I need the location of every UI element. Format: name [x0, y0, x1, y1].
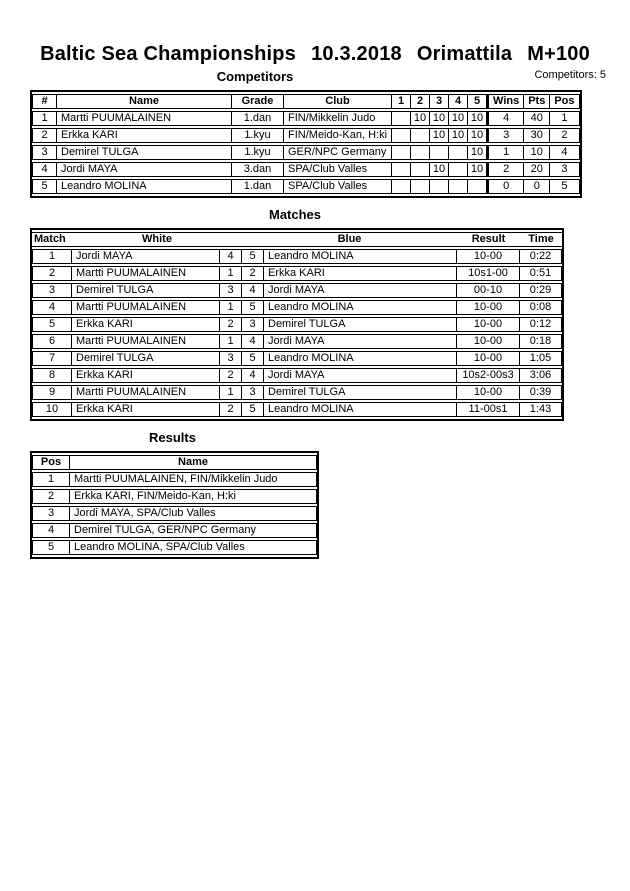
competitor-pts: 10 — [524, 145, 550, 160]
competitor-round-3-score: 10 — [430, 111, 449, 126]
title-category: M+100 — [527, 43, 590, 65]
title-location: Orimattila — [416, 43, 513, 65]
competitor-round-1-score — [392, 111, 411, 126]
match-row — [32, 266, 562, 281]
match-time: 0:51 — [520, 266, 562, 281]
competitor-name: Jordi MAYA — [57, 162, 232, 177]
match-white-name: Martti PUUMALAINEN — [72, 300, 220, 315]
competitor-wins: 1 — [487, 145, 524, 160]
match-time: 0:08 — [520, 300, 562, 315]
competitor-pos: 4 — [550, 145, 579, 160]
competitor-number: 3 — [32, 145, 57, 160]
matches-header-row — [32, 232, 562, 247]
match-blue-competitor-number: 4 — [242, 334, 264, 349]
result-name: Erkka KARI, FIN/Meido-Kan, H:ki — [70, 489, 317, 504]
result-row — [32, 540, 317, 555]
competitor-round-1-score — [392, 162, 411, 177]
competitor-round-3-score: 10 — [430, 162, 449, 177]
match-time: 0:18 — [520, 334, 562, 349]
competitor-club: FIN/Meido-Kan, H:ki — [284, 128, 392, 143]
title-event: Baltic Sea Championships — [40, 43, 297, 65]
match-white-competitor-number: 1 — [220, 300, 242, 315]
competitors-table — [30, 90, 582, 198]
matches-header — [32, 232, 562, 247]
match-time: 1:43 — [520, 402, 562, 417]
page-title — [0, 43, 630, 66]
competitors-body — [32, 111, 580, 194]
match-blue-competitor-number: 5 — [242, 402, 264, 417]
competitor-wins: 0 — [487, 179, 524, 194]
col-header-round-2: 2 — [411, 94, 430, 109]
col-header-result-name: Name — [70, 455, 317, 470]
match-blue-competitor-number: 4 — [242, 283, 264, 298]
competitor-round-2-score — [411, 179, 430, 194]
match-number: 6 — [32, 334, 72, 349]
results-header-row — [32, 455, 317, 470]
match-row — [32, 351, 562, 366]
competitor-name: Leandro MOLINA — [57, 179, 232, 194]
match-blue-competitor-number: 3 — [242, 317, 264, 332]
match-white-competitor-number: 4 — [220, 249, 242, 264]
result-name: Leandro MOLINA, SPA/Club Valles — [70, 540, 317, 555]
results-table — [30, 451, 319, 559]
match-number: 9 — [32, 385, 72, 400]
match-result: 10-00 — [457, 351, 520, 366]
match-time: 3:06 — [520, 368, 562, 383]
col-header-result: Result — [457, 232, 520, 247]
match-number: 3 — [32, 283, 72, 298]
col-header-wins: Wins — [487, 94, 524, 109]
match-time: 1:05 — [520, 351, 562, 366]
match-white-competitor-number: 3 — [220, 351, 242, 366]
competitor-round-3-score — [430, 145, 449, 160]
competitor-grade: 1.dan — [232, 179, 284, 194]
competitor-round-4-score — [449, 145, 468, 160]
match-number: 4 — [32, 300, 72, 315]
competitor-round-4-score — [449, 179, 468, 194]
competitor-row — [32, 145, 580, 160]
col-header-pts: Pts — [524, 94, 550, 109]
match-time: 0:12 — [520, 317, 562, 332]
match-number: 1 — [32, 249, 72, 264]
match-blue-name: Leandro MOLINA — [264, 402, 457, 417]
competitor-number: 2 — [32, 128, 57, 143]
competitor-round-5-score: 10 — [468, 128, 487, 143]
results-heading: Results — [149, 430, 196, 445]
result-pos: 1 — [32, 472, 70, 487]
competitors-heading: Competitors — [216, 69, 294, 84]
match-number: 7 — [32, 351, 72, 366]
match-white-competitor-number: 1 — [220, 385, 242, 400]
match-result: 10-00 — [457, 317, 520, 332]
competitor-round-5-score: 10 — [468, 145, 487, 160]
match-blue-competitor-number: 4 — [242, 368, 264, 383]
match-white-competitor-number: 2 — [220, 317, 242, 332]
match-result: 10-00 — [457, 334, 520, 349]
competitors-header-row — [32, 94, 580, 109]
match-blue-name: Jordi MAYA — [264, 334, 457, 349]
match-blue-competitor-number: 3 — [242, 385, 264, 400]
match-white-name: Demirel TULGA — [72, 351, 220, 366]
match-blue-name: Leandro MOLINA — [264, 300, 457, 315]
col-header-white: White — [72, 232, 242, 247]
competitor-round-3-score: 10 — [430, 128, 449, 143]
competitor-pos: 2 — [550, 128, 579, 143]
competitor-row — [32, 162, 580, 177]
match-blue-name: Demirel TULGA — [264, 385, 457, 400]
matches-body — [32, 249, 562, 417]
col-header-number: # — [32, 94, 57, 109]
col-header-grade: Grade — [232, 94, 284, 109]
competitor-round-1-score — [392, 145, 411, 160]
col-header-pos: Pos — [550, 94, 579, 109]
match-white-name: Martti PUUMALAINEN — [72, 385, 220, 400]
result-name: Demirel TULGA, GER/NPC Germany — [70, 523, 317, 538]
competitor-round-1-score — [392, 128, 411, 143]
match-blue-competitor-number: 5 — [242, 249, 264, 264]
competitor-club: SPA/Club Valles — [284, 162, 392, 177]
match-blue-competitor-number: 5 — [242, 351, 264, 366]
col-header-round-3: 3 — [430, 94, 449, 109]
competitor-round-2-score — [411, 145, 430, 160]
result-row — [32, 472, 317, 487]
competitor-round-3-score — [430, 179, 449, 194]
result-name: Jordi MAYA, SPA/Club Valles — [70, 506, 317, 521]
match-result: 10-00 — [457, 300, 520, 315]
competitor-round-5-score: 10 — [468, 111, 487, 126]
result-pos: 5 — [32, 540, 70, 555]
match-blue-name: Erkka KARI — [264, 266, 457, 281]
competitor-pts: 40 — [524, 111, 550, 126]
competitor-round-4-score: 10 — [449, 128, 468, 143]
match-result: 00-10 — [457, 283, 520, 298]
match-time: 0:22 — [520, 249, 562, 264]
col-header-club: Club — [284, 94, 392, 109]
competitor-number: 4 — [32, 162, 57, 177]
match-result: 11-00s1 — [457, 402, 520, 417]
match-result: 10s1-00 — [457, 266, 520, 281]
col-header-round-4: 4 — [449, 94, 468, 109]
result-row — [32, 489, 317, 504]
result-row — [32, 523, 317, 538]
match-blue-competitor-number: 2 — [242, 266, 264, 281]
title-date: 10.3.2018 — [311, 43, 402, 65]
match-white-name: Jordi MAYA — [72, 249, 220, 264]
match-number: 2 — [32, 266, 72, 281]
competitor-pts: 30 — [524, 128, 550, 143]
match-result: 10s2-00s3 — [457, 368, 520, 383]
competitor-round-2-score: 10 — [411, 111, 430, 126]
competitor-wins: 4 — [487, 111, 524, 126]
competitor-grade: 1.dan — [232, 111, 284, 126]
competitor-club: SPA/Club Valles — [284, 179, 392, 194]
competitor-pos: 1 — [550, 111, 579, 126]
competitor-round-5-score — [468, 179, 487, 194]
competitor-grade: 1.kyu — [232, 145, 284, 160]
col-header-round-5: 5 — [468, 94, 487, 109]
competitor-round-2-score — [411, 162, 430, 177]
competitor-round-2-score — [411, 128, 430, 143]
competitor-row — [32, 179, 580, 194]
competitor-wins: 2 — [487, 162, 524, 177]
match-white-name: Erkka KARI — [72, 368, 220, 383]
competitor-number: 5 — [32, 179, 57, 194]
match-blue-name: Jordi MAYA — [264, 368, 457, 383]
match-result: 10-00 — [457, 385, 520, 400]
result-row — [32, 506, 317, 521]
col-header-round-1: 1 — [392, 94, 411, 109]
match-row — [32, 317, 562, 332]
competitor-pos: 5 — [550, 179, 579, 194]
competitor-grade: 1.kyu — [232, 128, 284, 143]
match-result: 10-00 — [457, 249, 520, 264]
col-header-name: Name — [57, 94, 232, 109]
results-body — [32, 472, 317, 555]
col-header-match: Match — [32, 232, 72, 247]
competitor-round-1-score — [392, 179, 411, 194]
match-number: 8 — [32, 368, 72, 383]
match-white-competitor-number: 1 — [220, 334, 242, 349]
result-pos: 2 — [32, 489, 70, 504]
match-white-competitor-number: 3 — [220, 283, 242, 298]
competitors-count: Competitors: 5 — [534, 69, 606, 81]
match-white-competitor-number: 1 — [220, 266, 242, 281]
competitor-club: FIN/Mikkelin Judo — [284, 111, 392, 126]
competitor-row — [32, 128, 580, 143]
competitor-name: Erkka KARI — [57, 128, 232, 143]
col-header-blue: Blue — [242, 232, 457, 247]
competitor-club: GER/NPC Germany — [284, 145, 392, 160]
match-row — [32, 402, 562, 417]
match-time: 0:39 — [520, 385, 562, 400]
competitor-row — [32, 111, 580, 126]
competitor-wins: 3 — [487, 128, 524, 143]
match-row — [32, 249, 562, 264]
competitor-round-5-score: 10 — [468, 162, 487, 177]
competitor-pts: 20 — [524, 162, 550, 177]
result-pos: 4 — [32, 523, 70, 538]
match-time: 0:29 — [520, 283, 562, 298]
competitor-pts: 0 — [524, 179, 550, 194]
result-pos: 3 — [32, 506, 70, 521]
col-header-time: Time — [520, 232, 562, 247]
competitor-name: Demirel TULGA — [57, 145, 232, 160]
match-white-name: Demirel TULGA — [72, 283, 220, 298]
match-white-name: Erkka KARI — [72, 402, 220, 417]
match-row — [32, 334, 562, 349]
competitor-round-4-score: 10 — [449, 111, 468, 126]
match-blue-name: Leandro MOLINA — [264, 249, 457, 264]
match-number: 10 — [32, 402, 72, 417]
competitor-grade: 3.dan — [232, 162, 284, 177]
match-row — [32, 300, 562, 315]
competitor-round-4-score — [449, 162, 468, 177]
match-blue-name: Jordi MAYA — [264, 283, 457, 298]
match-white-name: Erkka KARI — [72, 317, 220, 332]
match-white-competitor-number: 2 — [220, 368, 242, 383]
matches-heading: Matches — [268, 207, 322, 222]
match-row — [32, 368, 562, 383]
competitors-header — [32, 94, 580, 109]
col-header-result-pos: Pos — [32, 455, 70, 470]
competitor-pos: 3 — [550, 162, 579, 177]
match-white-name: Martti PUUMALAINEN — [72, 334, 220, 349]
match-number: 5 — [32, 317, 72, 332]
match-row — [32, 385, 562, 400]
match-white-competitor-number: 2 — [220, 402, 242, 417]
match-blue-competitor-number: 5 — [242, 300, 264, 315]
result-name: Martti PUUMALAINEN, FIN/Mikkelin Judo — [70, 472, 317, 487]
competitor-name: Martti PUUMALAINEN — [57, 111, 232, 126]
match-blue-name: Demirel TULGA — [264, 317, 457, 332]
matches-table — [30, 228, 564, 421]
match-white-name: Martti PUUMALAINEN — [72, 266, 220, 281]
results-header — [32, 455, 317, 470]
match-blue-name: Leandro MOLINA — [264, 351, 457, 366]
match-row — [32, 283, 562, 298]
competitor-number: 1 — [32, 111, 57, 126]
